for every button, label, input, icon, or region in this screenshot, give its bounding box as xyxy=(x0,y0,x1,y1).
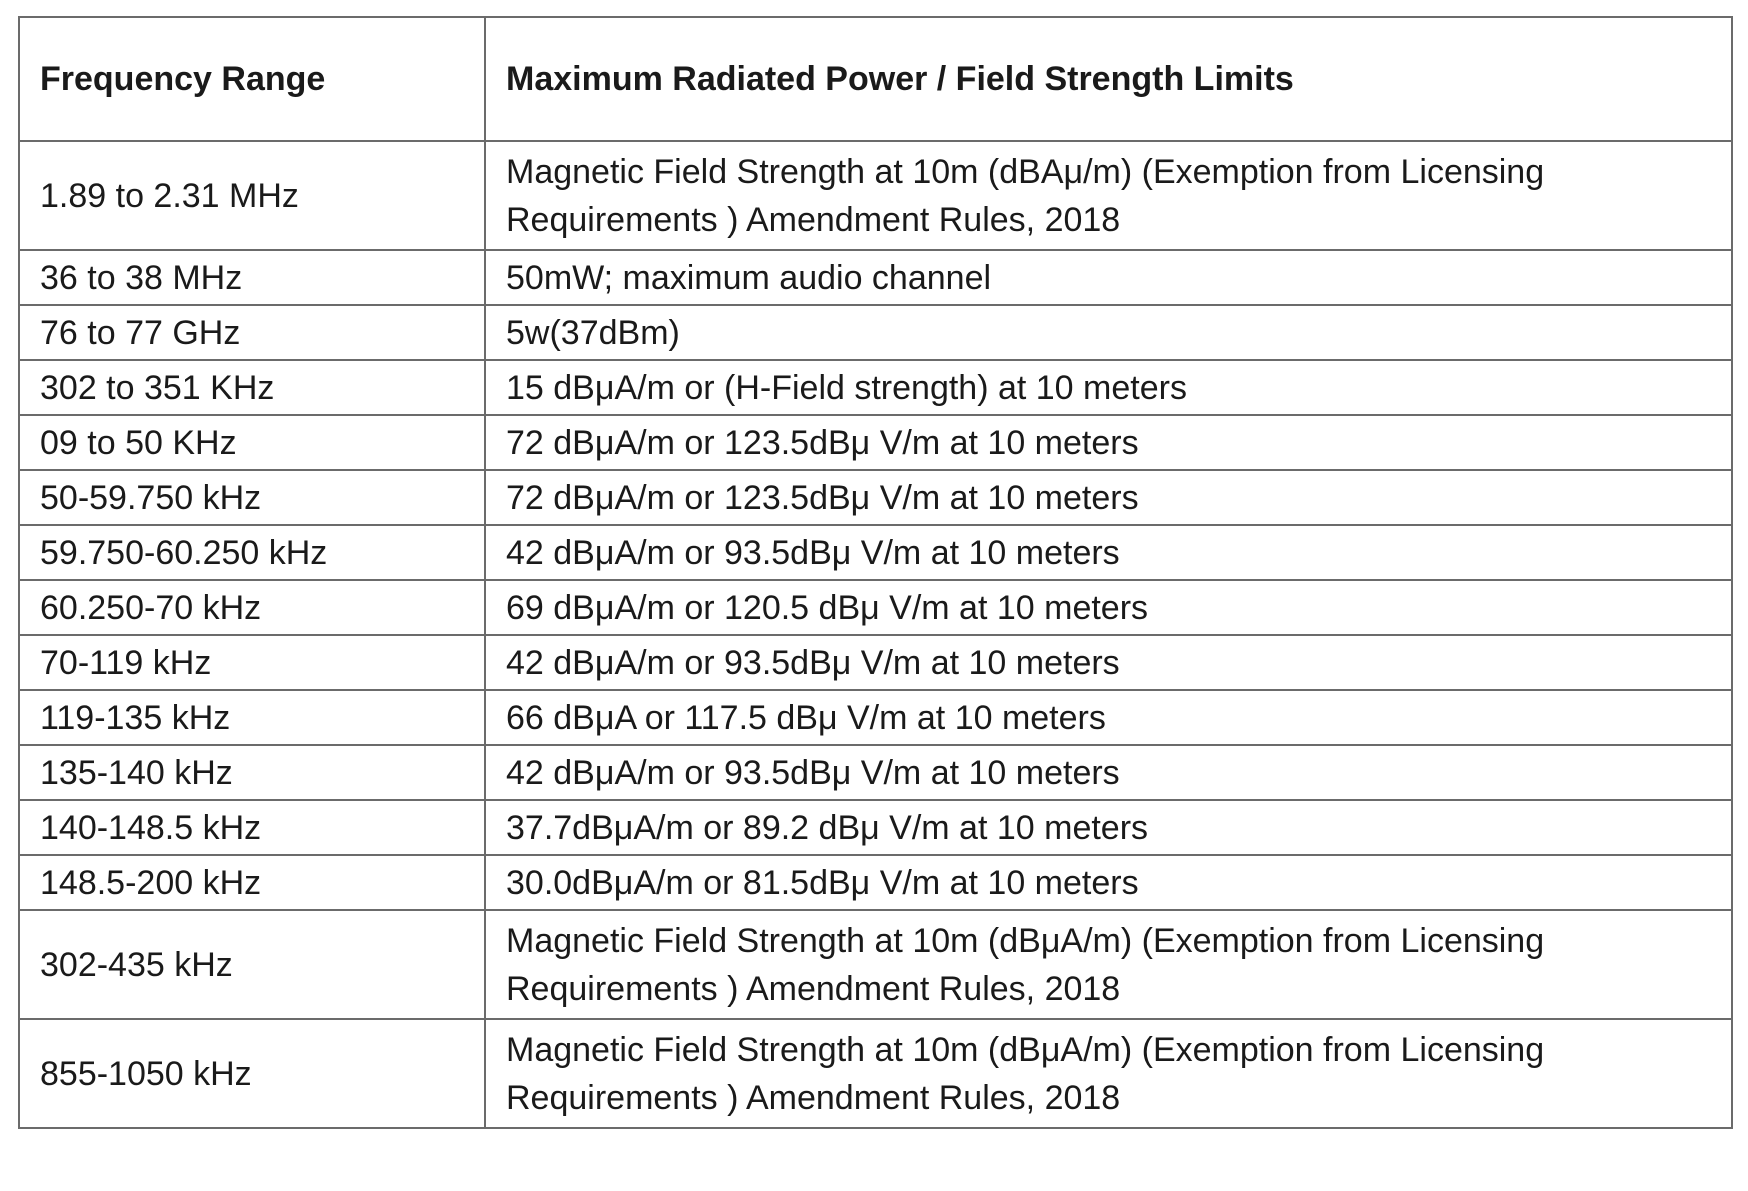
header-max-radiated-power: Maximum Radiated Power / Field Strength Limits xyxy=(485,17,1732,141)
frequency-range-cell: 855-1050 kHz xyxy=(19,1019,485,1128)
table-row xyxy=(19,470,1732,525)
limit-cell xyxy=(485,690,1732,745)
table-row xyxy=(19,415,1732,470)
frequency-range-cell: 70-119 kHz xyxy=(19,635,485,690)
frequency-range-cell: 148.5-200 kHz xyxy=(19,855,485,910)
limit-cell xyxy=(485,635,1732,690)
table-header-row xyxy=(19,17,1732,141)
frequency-range-cell: 60.250-70 kHz xyxy=(19,580,485,635)
limit-cell xyxy=(485,305,1732,360)
limit-cell xyxy=(485,415,1732,470)
table-row xyxy=(19,910,1732,1019)
limit-cell xyxy=(485,141,1732,250)
limit-text: 72 dBμA/m or 123.5dBμ V/m at 10 meters xyxy=(506,423,1139,462)
frequency-range-cell: 302-435 kHz xyxy=(19,910,485,1019)
limit-cell xyxy=(485,580,1732,635)
limit-text: 50mW; maximum audio channel xyxy=(506,258,992,297)
limit-text: Magnetic Field Strength at 10m (dBμA/m) (Exemption from Licensing Requirements ) Amendment Rules, 2018 xyxy=(506,921,1545,1008)
limit-text: 42 dBμA/m or 93.5dBμ V/m at 10 meters xyxy=(506,753,1120,792)
table-row xyxy=(19,635,1732,690)
table-body xyxy=(19,141,1732,1128)
limit-cell xyxy=(485,855,1732,910)
table-row xyxy=(19,800,1732,855)
limit-text: 69 dBμA/m or 120.5 dBμ V/m at 10 meters xyxy=(506,588,1149,627)
table-row xyxy=(19,855,1732,910)
limit-text: 5w(37dBm) xyxy=(506,313,680,352)
limit-cell xyxy=(485,360,1732,415)
frequency-range-cell: 135-140 kHz xyxy=(19,745,485,800)
table-row xyxy=(19,141,1732,250)
frequency-range-cell: 50-59.750 kHz xyxy=(19,470,485,525)
limit-text: 30.0dBμA/m or 81.5dBμ V/m at 10 meters xyxy=(506,863,1139,902)
table-row xyxy=(19,250,1732,305)
limit-text: 37.7dBμA/m or 89.2 dBμ V/m at 10 meters xyxy=(506,808,1149,847)
limit-cell xyxy=(485,470,1732,525)
limit-cell xyxy=(485,525,1732,580)
frequency-limits-table xyxy=(18,16,1733,1129)
frequency-range-cell: 76 to 77 GHz xyxy=(19,305,485,360)
frequency-range-cell: 59.750-60.250 kHz xyxy=(19,525,485,580)
table-row xyxy=(19,1019,1732,1128)
limit-text: 42 dBμA/m or 93.5dBμ V/m at 10 meters xyxy=(506,533,1120,572)
limit-cell xyxy=(485,745,1732,800)
frequency-range-cell: 09 to 50 KHz xyxy=(19,415,485,470)
limit-cell xyxy=(485,1019,1732,1128)
header-frequency-range: Frequency Range xyxy=(19,17,485,141)
frequency-range-cell: 1.89 to 2.31 MHz xyxy=(19,141,485,250)
frequency-range-cell: 36 to 38 MHz xyxy=(19,250,485,305)
limit-cell xyxy=(485,910,1732,1019)
limit-cell xyxy=(485,800,1732,855)
limit-text: 42 dBμA/m or 93.5dBμ V/m at 10 meters xyxy=(506,643,1120,682)
table-row xyxy=(19,525,1732,580)
limit-text: Magnetic Field Strength at 10m (dBμA/m) (Exemption from Licensing Requirements ) Amendment Rules, 2018 xyxy=(506,1030,1545,1117)
limit-text: 72 dBμA/m or 123.5dBμ V/m at 10 meters xyxy=(506,478,1139,517)
limit-text: 15 dBμA/m or (H-Field strength) at 10 meters xyxy=(506,368,1187,407)
limit-text: Magnetic Field Strength at 10m (dBAμ/m) (Exemption from Licensing Requirements ) Amendment Rules, 2018 xyxy=(506,152,1545,239)
frequency-limits-table-container xyxy=(18,16,1733,1129)
table-row xyxy=(19,305,1732,360)
frequency-range-cell: 140-148.5 kHz xyxy=(19,800,485,855)
table-row xyxy=(19,360,1732,415)
limit-cell xyxy=(485,250,1732,305)
limit-text: 66 dBμA or 117.5 dBμ V/m at 10 meters xyxy=(506,698,1106,737)
table-row xyxy=(19,580,1732,635)
table-row xyxy=(19,745,1732,800)
table-row xyxy=(19,690,1732,745)
frequency-range-cell: 302 to 351 KHz xyxy=(19,360,485,415)
frequency-range-cell: 119-135 kHz xyxy=(19,690,485,745)
